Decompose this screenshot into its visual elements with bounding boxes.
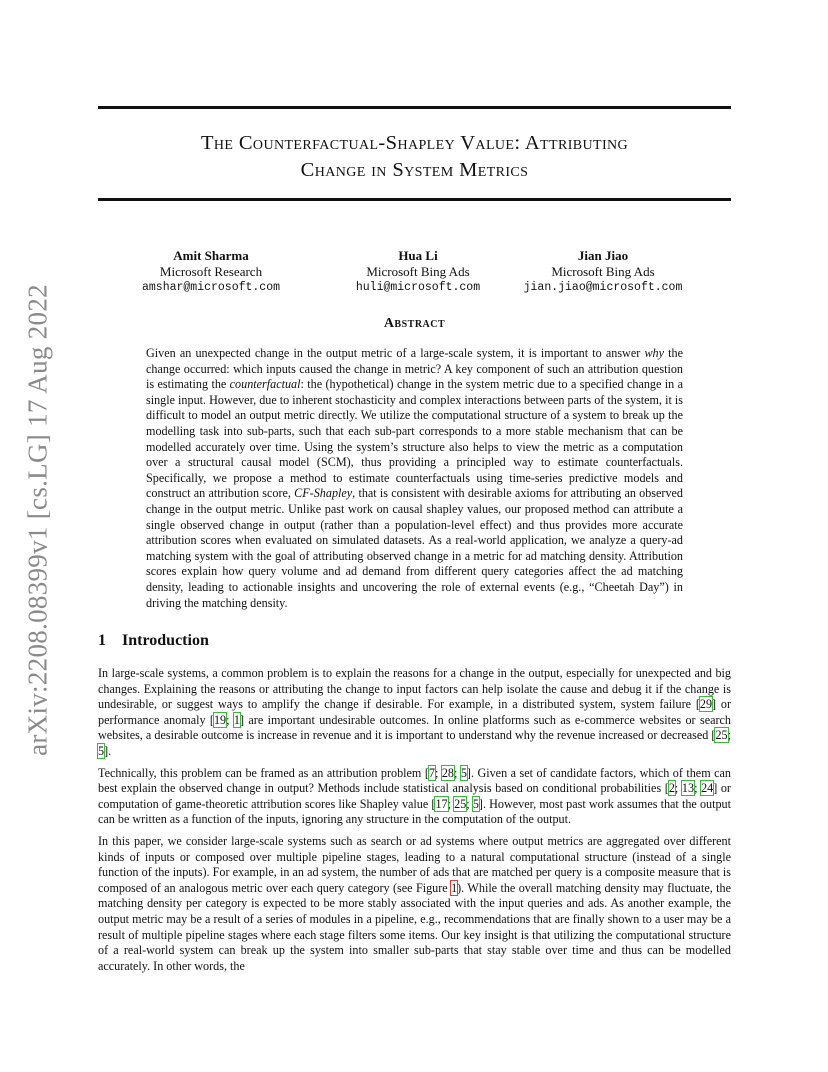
citation-link[interactable]: 24 xyxy=(701,781,714,796)
figure-reference-link[interactable]: 1 xyxy=(451,880,458,895)
citation-link[interactable]: 5 xyxy=(472,796,479,811)
author-email[interactable]: jian.jiao@microsoft.com xyxy=(523,281,683,294)
author-name: Jian Jiao xyxy=(577,248,629,263)
section-number: 1 xyxy=(98,632,106,649)
title-line-2: Change in System Metrics xyxy=(300,159,529,181)
abstract-text: Given an unexpected change in the output metric of a large-scale system, it is important to answer why the change occurred: which inputs caused the change in metric? A key component of such an attribution question is estimating the counterfactual: the (hypothetical) change in the system metric due to a specified change in a single input. However, due to inherent stochasticity and complex interactions between parts of the system, it is difficult to model an output metric directly. We utilize the computational structure of a system to break up the modelling task into sub-parts, such that each sub-part corresponds to a more stable mechanism that can be modelled accurately over time. Using the system’s structure also helps to view the metric as a computation over a structural causal model (SCM), thus providing a principled way to estimate counterfactuals. Specifically, we propose a method to estimate counterfactuals using time-series predictive models and construct an attribution score, CF-Shapley, that is consistent with desirable axioms for attributing an observed change in the output metric. Unlike past work on causal shapley values, our proposed method can attribute a single observed change in output (rather than a population-level effect) and thus provides more accurate attribution scores when evaluated on simulated datasets. As a real-world application, we analyze a query-ad matching system with the goal of attributing observed change in a metric for ad matching density. Attribution scores explain how query volume and ad demand from different query categories affect the ad matching density, leading to actionable insights and uncovering the role of external events (e.g., “Cheetah Day”) in driving the matching density. xyxy=(146,346,683,610)
author-3 xyxy=(513,248,693,296)
paragraph-3: In this paper, we consider large-scale systems such as search or ad systems where output metrics are aggregated over different kinds of inputs or composed over multiple pipeline stages, leading to a natural computational structure (instead of a single function of the inputs). For example, in an ad system, the number of ads that are matched per query is a composite measure that is composed of an analogous metric over each query category (see Figure 1). While the overall matching density may fluctuate, the matching density per category is expected to be more stably associated with the input queries and ads. As another example, the output metric may be a result of a series of modules in a pipeline, e.g., recommendations that are finally shown to a user may be a result of multiple pipeline stages where each stage filters some items. Our key insight is that utilizing the computational structure of a real-world system can break up the system into smaller sub-parts that stay stable over time and thus can be modelled accurately. In other words, the xyxy=(98,833,731,973)
section-heading-introduction xyxy=(98,632,209,650)
paragraph-2: Technically, this problem can be framed as an attribution problem [7; 28; 5]. Given a set of candidate factors, which of them can best explain the observed change in output? Methods include statistical analysis based on conditional probabilities [2; 13; 24] or computation of game-theoretic attribution scores like Shapley value [17; 25; 5]. However, most past work assumes that the output can be written as a function of the inputs, ignoring any structure in the computation of the output. xyxy=(98,765,731,827)
title-rule-top xyxy=(98,106,731,109)
arxiv-identifier-stamp[interactable]: arXiv:2208.08399v1 [cs.LG] 17 Aug 2022 xyxy=(22,284,53,756)
title-line-1: The Counterfactual-Shapley Value: Attributing xyxy=(200,132,629,154)
author-email[interactable]: amshar@microsoft.com xyxy=(141,281,281,294)
author-1 xyxy=(136,248,286,296)
citation-link[interactable]: 5 xyxy=(460,765,467,780)
author-name: Hua Li xyxy=(398,248,438,263)
citation-link[interactable]: 25 xyxy=(454,796,467,811)
citation-link[interactable]: 28 xyxy=(441,765,454,780)
citation-link[interactable]: 2 xyxy=(668,781,675,796)
author-email[interactable]: huli@microsoft.com xyxy=(355,281,481,294)
paper-title xyxy=(98,130,731,184)
citation-link[interactable]: 17 xyxy=(435,796,448,811)
author-2 xyxy=(333,248,503,296)
citation-link[interactable]: 1 xyxy=(233,712,240,727)
section-title: Introduction xyxy=(122,632,209,649)
citation-link[interactable]: 25 xyxy=(715,728,728,743)
citation-link[interactable]: 29 xyxy=(699,697,713,712)
author-affiliation: Microsoft Bing Ads xyxy=(551,264,655,279)
author-affiliation: Microsoft Bing Ads xyxy=(366,264,470,279)
paragraph-1: In large-scale systems, a common problem is to explain the reasons for a change in the output, especially for unexpected and big changes. Explaining the reasons or attributing the change to input factors can help isolate the cause and debug it if the change is undesirable, or suggest ways to amplify the change if desirable. For example, in a distributed system, system failure [29] or performance anomaly [19; 1] are important undesirable outcomes. In online platforms such as e-commerce websites or search websites, a desirable outcome is increase in revenue and it is important to understand why the revenue increased or decreased [25; 5]. xyxy=(98,666,731,758)
introduction-body xyxy=(98,666,731,980)
author-name: Amit Sharma xyxy=(173,248,249,263)
title-rule-bottom xyxy=(98,198,731,201)
author-affiliation: Microsoft Research xyxy=(159,264,263,279)
citation-link[interactable]: 19 xyxy=(213,712,227,727)
citation-link[interactable]: 7 xyxy=(428,765,435,780)
citation-link[interactable]: 13 xyxy=(681,781,695,796)
abstract-heading: Abstract xyxy=(383,316,446,331)
citation-link[interactable]: 5 xyxy=(98,743,105,758)
